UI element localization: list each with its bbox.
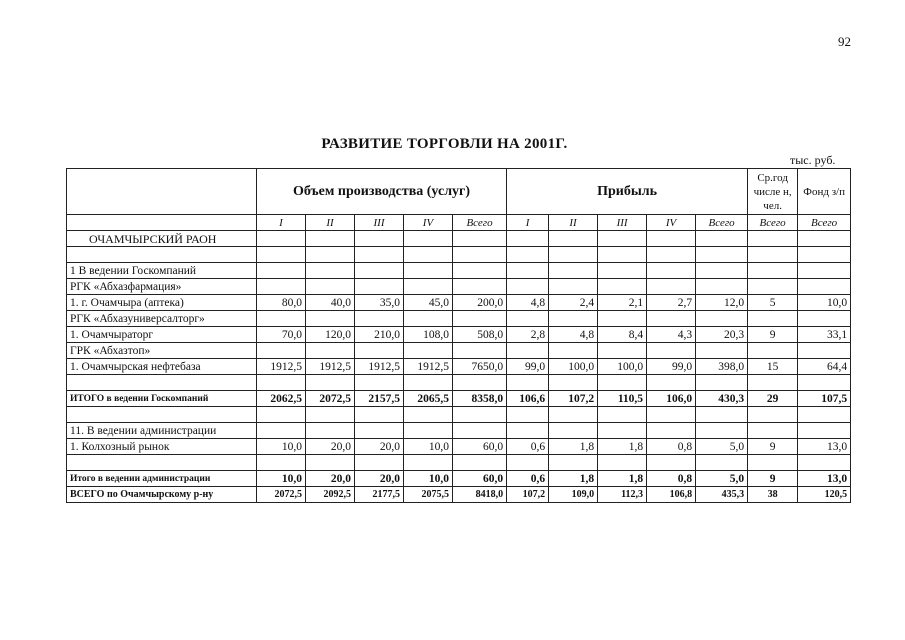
row-value-cell: 13,0 [798, 439, 851, 455]
row-value-cell: 0,6 [507, 471, 549, 487]
table-row [67, 263, 851, 279]
row-name: Итого в ведении администрации [67, 471, 257, 487]
row-value-cell [355, 343, 404, 359]
row-value-cell: 20,0 [355, 439, 404, 455]
title-text: РАЗВИТИЕ ТОРГОВЛИ НА 2001Г. [321, 136, 568, 152]
row-value-cell: 398,0 [696, 359, 748, 375]
row-value-cell: 60,0 [453, 471, 507, 487]
row-value-cell [507, 263, 549, 279]
row-value-cell [647, 263, 696, 279]
row-value-cell: 2,7 [647, 295, 696, 311]
row-value-cell: 120,0 [306, 327, 355, 343]
volume-header: Объем производства (услуг) [257, 169, 507, 215]
row-value-cell [404, 343, 453, 359]
volume-q3-header: III [355, 215, 404, 231]
row-value-cell [696, 311, 748, 327]
table-row [67, 359, 851, 375]
row-value-cell [549, 343, 598, 359]
row-value-cell [598, 311, 647, 327]
row-name: ГРК «Абхазтоп» [67, 343, 257, 359]
row-value-cell: 20,0 [306, 471, 355, 487]
table-row [67, 327, 851, 343]
row-name: РГК «Абхазфармация» [67, 279, 257, 295]
spacer-row [67, 455, 851, 471]
table-row [67, 423, 851, 439]
table-row [67, 391, 851, 407]
header-empty-cell [67, 169, 257, 215]
row-value-cell [306, 263, 355, 279]
volume-q1-header: I [257, 215, 306, 231]
table-row [67, 487, 851, 503]
row-value-cell [696, 423, 748, 439]
row-value-cell [798, 423, 851, 439]
avg-staff-header: Ср.год числе н, чел. [748, 169, 798, 215]
row-value-cell: 1912,5 [257, 359, 306, 375]
row-value-cell: 0,6 [507, 439, 549, 455]
row-value-cell [696, 343, 748, 359]
row-value-cell: 2062,5 [257, 391, 306, 407]
row-value-cell: 64,4 [798, 359, 851, 375]
row-value-cell [549, 423, 598, 439]
row-value-cell: 2092,5 [306, 487, 355, 503]
row-value-cell: 1912,5 [306, 359, 355, 375]
row-value-cell [647, 311, 696, 327]
trade-development-table [66, 168, 851, 503]
row-value-cell: 2177,5 [355, 487, 404, 503]
row-value-cell [598, 423, 647, 439]
row-value-cell: 10,0 [257, 439, 306, 455]
row-value-cell [404, 263, 453, 279]
row-value-cell [404, 423, 453, 439]
profit-q4-header: IV [647, 215, 696, 231]
row-value-cell: 20,0 [355, 471, 404, 487]
row-value-cell: 107,2 [507, 487, 549, 503]
row-value-cell [257, 263, 306, 279]
table-row [67, 295, 851, 311]
row-value-cell: 99,0 [647, 359, 696, 375]
row-name: 1 В ведении Госкомпаний [67, 263, 257, 279]
row-name: 1. Колхозный рынок [67, 439, 257, 455]
row-value-cell: 10,0 [404, 439, 453, 455]
header-row-groups [67, 169, 851, 215]
row-value-cell: 1,8 [549, 439, 598, 455]
row-value-cell [798, 279, 851, 295]
page-number: 92 [838, 34, 851, 49]
row-value-cell [748, 423, 798, 439]
row-value-cell: 106,0 [647, 391, 696, 407]
row-value-cell: 10,0 [257, 471, 306, 487]
row-value-cell: 106,6 [507, 391, 549, 407]
profit-q2-header: II [549, 215, 598, 231]
profit-q1-header: I [507, 215, 549, 231]
row-value-cell: 112,3 [598, 487, 647, 503]
row-value-cell [696, 279, 748, 295]
row-name: 11. В ведении администрации [67, 423, 257, 439]
header-empty-cell [67, 215, 257, 231]
district-name: ОЧАМЧЫРСКИЙ РАОН [67, 231, 257, 247]
row-value-cell: 2157,5 [355, 391, 404, 407]
row-value-cell [355, 311, 404, 327]
row-value-cell: 1,8 [598, 471, 647, 487]
row-value-cell: 435,3 [696, 487, 748, 503]
row-value-cell: 5 [748, 295, 798, 311]
row-value-cell: 10,0 [404, 471, 453, 487]
row-value-cell [306, 343, 355, 359]
row-value-cell [798, 311, 851, 327]
row-value-cell: 10,0 [798, 295, 851, 311]
row-value-cell [453, 423, 507, 439]
row-value-cell: 4,8 [549, 327, 598, 343]
row-value-cell [404, 279, 453, 295]
row-value-cell: 100,0 [549, 359, 598, 375]
table-row [67, 471, 851, 487]
row-value-cell: 9 [748, 439, 798, 455]
row-value-cell: 8418,0 [453, 487, 507, 503]
row-value-cell [355, 279, 404, 295]
row-value-cell [748, 343, 798, 359]
row-value-cell: 5,0 [696, 471, 748, 487]
row-value-cell: 20,0 [306, 439, 355, 455]
spacer-row [67, 375, 851, 391]
units-label: тыс. руб. [790, 153, 836, 167]
row-value-cell: 110,5 [598, 391, 647, 407]
row-value-cell: 0,8 [647, 471, 696, 487]
row-value-cell: 2,1 [598, 295, 647, 311]
table-body [67, 247, 851, 503]
profit-total-header: Всего [696, 215, 748, 231]
row-value-cell: 210,0 [355, 327, 404, 343]
row-value-cell: 2065,5 [404, 391, 453, 407]
row-value-cell: 80,0 [257, 295, 306, 311]
row-value-cell [453, 279, 507, 295]
row-value-cell [696, 263, 748, 279]
row-value-cell: 9 [748, 327, 798, 343]
row-value-cell [748, 311, 798, 327]
row-value-cell [798, 263, 851, 279]
row-value-cell: 7650,0 [453, 359, 507, 375]
row-value-cell [549, 279, 598, 295]
row-value-cell [748, 263, 798, 279]
row-value-cell: 99,0 [507, 359, 549, 375]
row-value-cell: 2,8 [507, 327, 549, 343]
row-value-cell: 1,8 [598, 439, 647, 455]
row-value-cell [306, 311, 355, 327]
row-value-cell: 2,4 [549, 295, 598, 311]
row-value-cell [598, 343, 647, 359]
row-name: ВСЕГО по Очамчырскому р-ну [67, 487, 257, 503]
row-value-cell: 12,0 [696, 295, 748, 311]
row-value-cell [404, 311, 453, 327]
row-value-cell: 107,5 [798, 391, 851, 407]
row-value-cell [647, 423, 696, 439]
spacer-row [67, 407, 851, 423]
row-value-cell [549, 263, 598, 279]
row-name: 1. Очамчырская нефтебаза [67, 359, 257, 375]
row-value-cell: 200,0 [453, 295, 507, 311]
row-value-cell: 9 [748, 471, 798, 487]
table-row [67, 311, 851, 327]
row-value-cell: 2072,5 [257, 487, 306, 503]
row-value-cell [453, 263, 507, 279]
row-value-cell [355, 423, 404, 439]
row-value-cell: 107,2 [549, 391, 598, 407]
row-value-cell: 8358,0 [453, 391, 507, 407]
table-row [67, 439, 851, 455]
table-row [67, 279, 851, 295]
row-name: 1. Очамчыраторг [67, 327, 257, 343]
table-row [67, 343, 851, 359]
row-value-cell [507, 311, 549, 327]
row-value-cell: 430,3 [696, 391, 748, 407]
row-value-cell: 40,0 [306, 295, 355, 311]
row-value-cell: 5,0 [696, 439, 748, 455]
row-value-cell [798, 343, 851, 359]
row-name: ИТОГО в ведении Госкомпаний [67, 391, 257, 407]
row-value-cell [257, 423, 306, 439]
row-value-cell [453, 311, 507, 327]
row-value-cell [748, 279, 798, 295]
row-value-cell: 70,0 [257, 327, 306, 343]
row-value-cell: 60,0 [453, 439, 507, 455]
row-value-cell [507, 279, 549, 295]
volume-q4-header: IV [404, 215, 453, 231]
row-value-cell: 120,5 [798, 487, 851, 503]
row-value-cell [598, 263, 647, 279]
fund-total-header: Всего [798, 215, 851, 231]
volume-total-header: Всего [453, 215, 507, 231]
row-value-cell: 1912,5 [355, 359, 404, 375]
row-value-cell: 2072,5 [306, 391, 355, 407]
profit-q3-header: III [598, 215, 647, 231]
row-value-cell [257, 279, 306, 295]
staff-total-header: Всего [748, 215, 798, 231]
row-name: РГК «Абхазуниверсалторг» [67, 311, 257, 327]
row-value-cell: 33,1 [798, 327, 851, 343]
row-value-cell [507, 423, 549, 439]
row-value-cell: 45,0 [404, 295, 453, 311]
row-value-cell [306, 279, 355, 295]
row-value-cell: 508,0 [453, 327, 507, 343]
row-value-cell: 1912,5 [404, 359, 453, 375]
row-value-cell: 4,3 [647, 327, 696, 343]
row-value-cell [598, 279, 647, 295]
profit-header: Прибыль [507, 169, 748, 215]
row-value-cell: 38 [748, 487, 798, 503]
row-value-cell: 0,8 [647, 439, 696, 455]
row-value-cell: 8,4 [598, 327, 647, 343]
row-value-cell [257, 343, 306, 359]
row-value-cell: 108,0 [404, 327, 453, 343]
row-value-cell: 13,0 [798, 471, 851, 487]
row-value-cell [257, 311, 306, 327]
row-value-cell [647, 279, 696, 295]
row-value-cell [507, 343, 549, 359]
row-value-cell [453, 343, 507, 359]
volume-q2-header: II [306, 215, 355, 231]
row-value-cell: 20,3 [696, 327, 748, 343]
header-row-quarters [67, 215, 851, 231]
row-value-cell: 35,0 [355, 295, 404, 311]
row-name: 1. г. Очамчыра (аптека) [67, 295, 257, 311]
spacer-row [67, 247, 851, 263]
row-value-cell [647, 343, 696, 359]
row-value-cell [306, 423, 355, 439]
row-value-cell: 1,8 [549, 471, 598, 487]
row-value-cell: 109,0 [549, 487, 598, 503]
row-value-cell: 100,0 [598, 359, 647, 375]
row-value-cell: 29 [748, 391, 798, 407]
row-value-cell [549, 311, 598, 327]
row-value-cell [355, 263, 404, 279]
row-value-cell: 106,8 [647, 487, 696, 503]
row-value-cell: 2075,5 [404, 487, 453, 503]
district-row [67, 231, 851, 247]
document-title [0, 136, 905, 153]
row-value-cell: 15 [748, 359, 798, 375]
wage-fund-header: Фонд з/п [798, 169, 851, 215]
row-value-cell: 4,8 [507, 295, 549, 311]
